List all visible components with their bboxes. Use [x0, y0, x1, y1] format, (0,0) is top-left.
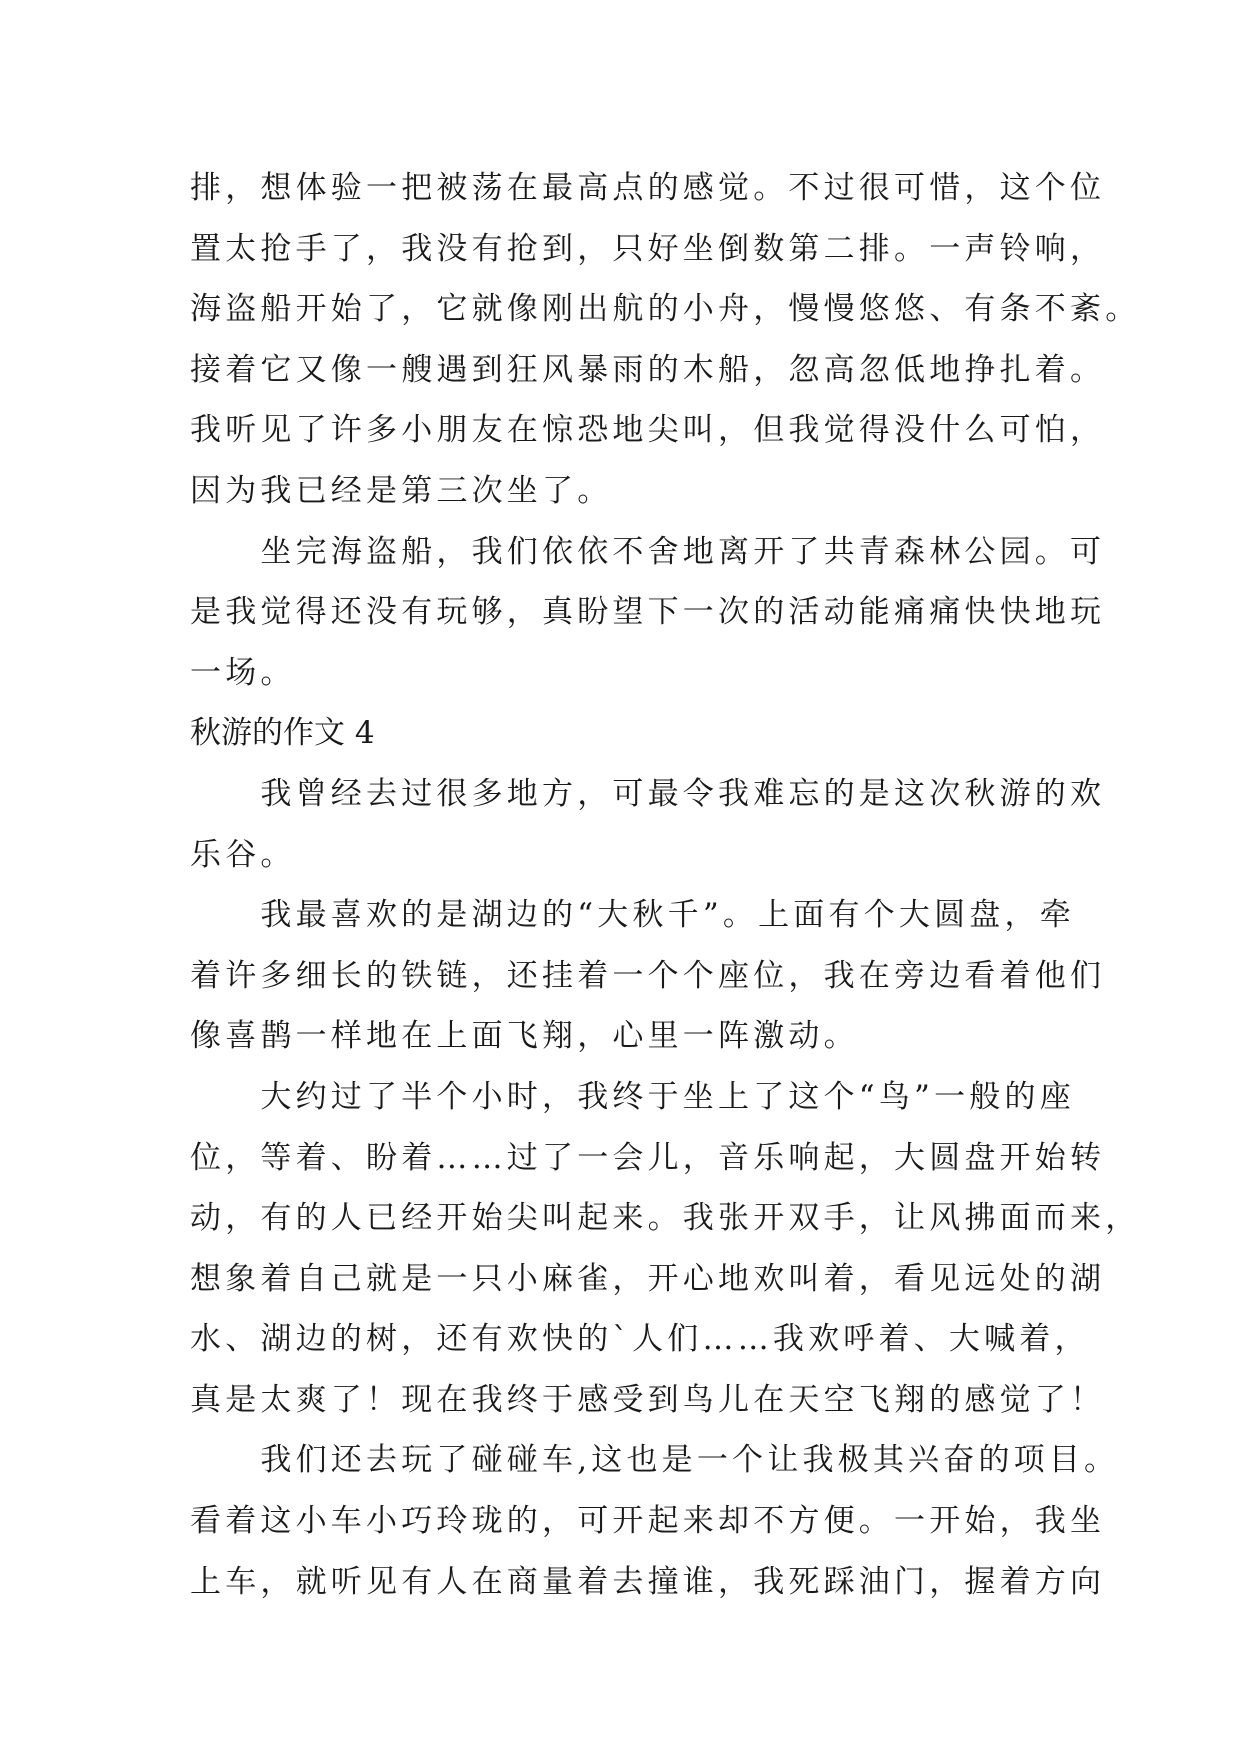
body-text	[190, 158, 1141, 1612]
text-line: 想象着自己就是一只小麻雀，开心地欢叫着，看见远处的湖	[190, 1260, 1106, 1297]
text-line: 像喜鹊一样地在上面飞翔，心里一阵激动。	[190, 1018, 859, 1055]
text-line: 位，等着、盼着……过了一会儿，音乐响起，大圆盘开始转	[190, 1139, 1106, 1176]
text-line: 着许多细长的铁链，还挂着一个个座位，我在旁边看着他们	[190, 957, 1106, 994]
text-line: 排，想体验一把被荡在最高点的感觉。不过很可惜，这个位	[190, 170, 1106, 206]
text-line: 看着这小车小巧玲珑的，可开起来却不方便。一开始，我坐	[190, 1503, 1106, 1540]
text-line: 乐谷。	[190, 836, 296, 873]
text-line: 坐完海盗船，我们依依不舍地离开了共青森林公园。可	[190, 533, 1106, 570]
text-line: 是我觉得还没有玩够，真盼望下一次的活动能痛痛快快地玩	[190, 594, 1106, 631]
text-line: 我曾经去过很多地方，可最令我难忘的是这次秋游的欢	[190, 775, 1106, 812]
text-line: 真是太爽了！现在我终于感受到鸟儿在天空飞翔的感觉了！	[190, 1381, 1106, 1418]
text-line: 一场。	[190, 654, 296, 691]
text-line: 我最喜欢的是湖边的“大秋千”。上面有个大圆盘，牵	[190, 897, 1075, 934]
text-line: 水、湖边的树，还有欢快的`人们……我欢呼着、大喊着，	[190, 1321, 1090, 1358]
text-line: 我听见了许多小朋友在惊恐地尖叫，但我觉得没什么可怕，	[190, 412, 1106, 449]
text-line: 因为我已经是第三次坐了。	[190, 472, 613, 509]
text-line: 接着它又像一艘遇到狂风暴雨的木船，忽高忽低地挣扎着。	[190, 351, 1106, 388]
text-line: 海盗船开始了，它就像刚出航的小舟，慢慢悠悠、有条不紊。	[190, 291, 1141, 328]
text-line: 置太抢手了，我没有抢到，只好坐倒数第二排。一声铃响，	[190, 230, 1106, 267]
text-line: 大约过了半个小时，我终于坐上了这个“鸟”一般的座	[190, 1078, 1075, 1115]
section-heading: 秋游的作文 4	[190, 715, 375, 752]
text-line: 动，有的人已经开始尖叫起来。我张开双手，让风拂面而来，	[190, 1200, 1141, 1237]
text-line: 我们还去玩了碰碰车,这也是一个让我极其兴奋的项目。	[190, 1442, 1120, 1479]
text-line: 上车，就听见有人在商量着去撞谁，我死踩油门，握着方向	[190, 1563, 1106, 1600]
